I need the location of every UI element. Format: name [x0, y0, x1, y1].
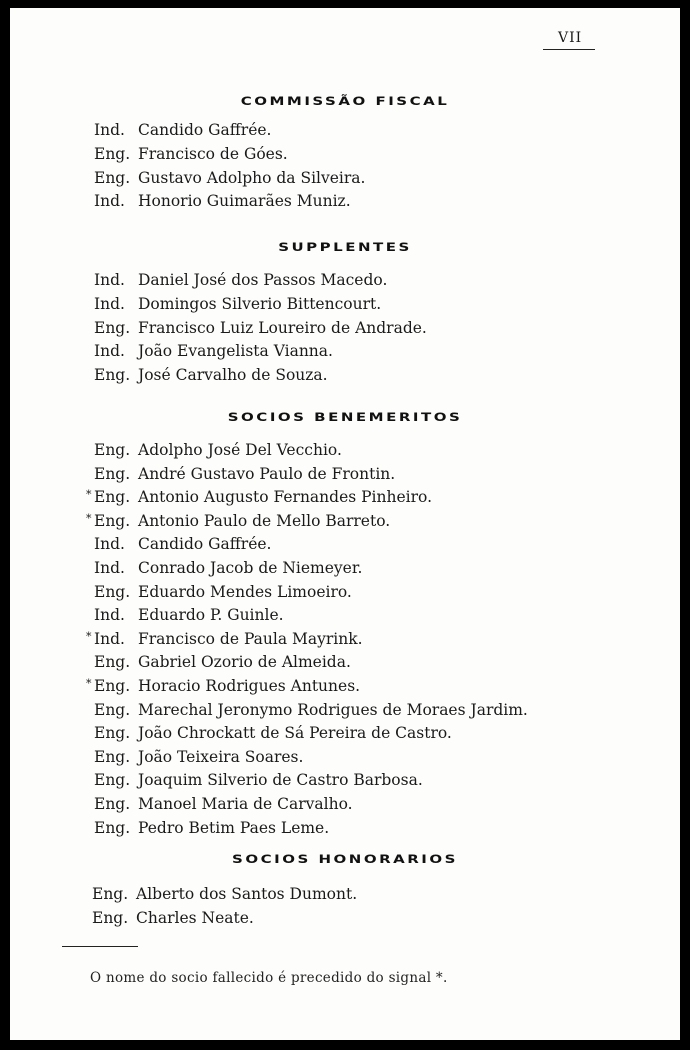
section-heading: SOCIOS HONORARIOS	[232, 851, 458, 867]
member-name: Gabriel Ozorio de Almeida.	[138, 653, 351, 671]
member-entry	[94, 747, 303, 767]
member-entry	[94, 464, 395, 484]
member-title: Ind.	[94, 535, 125, 553]
member-entry	[94, 318, 427, 338]
member-title: Eng.	[94, 819, 131, 837]
member-entry	[94, 652, 351, 672]
member-name: Francisco Luiz Loureiro de Andrade.	[138, 319, 427, 337]
member-entry	[86, 511, 391, 531]
member-title: Eng.	[94, 145, 131, 163]
member-name: Candido Gaffrée.	[138, 121, 272, 139]
member-title: Eng.	[94, 441, 131, 459]
member-title: Ind.	[94, 559, 125, 577]
member-entry	[94, 770, 423, 790]
member-title: Eng.	[94, 748, 131, 766]
member-title: Ind.	[94, 271, 125, 289]
member-name: Joaquim Silverio de Castro Barbosa.	[138, 771, 423, 789]
member-entry	[94, 582, 352, 602]
deceased-marker: *	[86, 677, 92, 690]
member-name: José Carvalho de Souza.	[138, 366, 328, 384]
member-title: Eng.	[94, 795, 131, 813]
member-name: João Chrockatt de Sá Pereira de Castro.	[138, 724, 452, 742]
deceased-marker: *	[86, 512, 92, 525]
page-number: VII	[558, 30, 583, 46]
member-name: Gustavo Adolpho da Silveira.	[138, 169, 366, 187]
member-title: Eng.	[94, 677, 131, 695]
member-name: Alberto dos Santos Dumont.	[136, 885, 358, 903]
member-name: Antonio Augusto Fernandes Pinheiro.	[138, 488, 433, 506]
member-title: Eng.	[94, 701, 131, 719]
section-heading: SUPPLENTES	[278, 239, 412, 255]
member-title: Eng.	[94, 366, 131, 384]
member-title: Eng.	[94, 771, 131, 789]
member-title: Eng.	[92, 909, 129, 927]
member-entry	[94, 120, 271, 140]
member-entry	[86, 487, 433, 507]
member-name: Candido Gaffrée.	[138, 535, 272, 553]
member-name: Daniel José dos Passos Macedo.	[138, 271, 388, 289]
member-name: Eduardo P. Guinle.	[138, 606, 284, 624]
member-entry	[94, 794, 353, 814]
member-name: João Teixeira Soares.	[138, 748, 304, 766]
member-title: Eng.	[92, 885, 129, 903]
member-entry	[94, 270, 387, 290]
member-name: Antonio Paulo de Mello Barreto.	[138, 512, 391, 530]
member-entry	[86, 676, 361, 696]
member-entry	[92, 908, 254, 928]
member-title: Ind.	[94, 192, 125, 210]
member-name: Horacio Rodrigues Antunes.	[138, 677, 361, 695]
member-title: Eng.	[94, 583, 131, 601]
member-name: Francisco de Paula Mayrink.	[138, 630, 363, 648]
member-title: Eng.	[94, 488, 131, 506]
page-number-rule	[543, 49, 595, 50]
member-name: Charles Neate.	[136, 909, 254, 927]
member-entry	[94, 365, 328, 385]
member-entry	[94, 605, 284, 625]
deceased-marker: *	[86, 630, 92, 643]
member-entry	[86, 629, 363, 649]
member-name: Pedro Betim Paes Leme.	[138, 819, 330, 837]
section-heading: SOCIOS BENEMERITOS	[227, 409, 463, 425]
member-title: Eng.	[94, 169, 131, 187]
member-entry	[94, 534, 271, 554]
member-title: Ind.	[94, 606, 125, 624]
member-title: Eng.	[94, 512, 131, 530]
member-entry	[94, 294, 381, 314]
member-entry	[94, 723, 452, 743]
member-title: Eng.	[94, 724, 131, 742]
member-title: Ind.	[94, 295, 125, 313]
member-title: Ind.	[94, 630, 125, 648]
footnote-rule	[62, 946, 138, 947]
member-name: Domingos Silverio Bittencourt.	[138, 295, 382, 313]
footnote: O nome do socio fallecido é precedido do signal *.	[90, 970, 448, 986]
member-name: Conrado Jacob de Niemeyer.	[138, 559, 363, 577]
member-name: André Gustavo Paulo de Frontin.	[138, 465, 396, 483]
member-name: Manoel Maria de Carvalho.	[138, 795, 353, 813]
member-title: Eng.	[94, 319, 131, 337]
member-entry	[94, 700, 528, 720]
member-name: Adolpho José Del Vecchio.	[138, 441, 342, 459]
member-entry	[94, 818, 329, 838]
document-page	[10, 8, 680, 1040]
member-name: Honorio Guimarães Muniz.	[138, 192, 351, 210]
member-entry	[94, 168, 365, 188]
section-heading: COMMISSÃO FISCAL	[240, 93, 450, 109]
member-title: Ind.	[94, 121, 125, 139]
member-name: Eduardo Mendes Limoeiro.	[138, 583, 352, 601]
member-entry	[94, 440, 342, 460]
deceased-marker: *	[86, 488, 92, 501]
member-entry	[92, 884, 357, 904]
member-title: Ind.	[94, 342, 125, 360]
member-title: Eng.	[94, 653, 131, 671]
member-entry	[94, 341, 333, 361]
member-name: João Evangelista Vianna.	[138, 342, 333, 360]
member-entry	[94, 144, 288, 164]
member-entry	[94, 558, 362, 578]
member-name: Marechal Jeronymo Rodrigues de Moraes Jardim.	[138, 701, 528, 719]
member-title: Eng.	[94, 465, 131, 483]
member-entry	[94, 191, 351, 211]
member-name: Francisco de Góes.	[138, 145, 288, 163]
